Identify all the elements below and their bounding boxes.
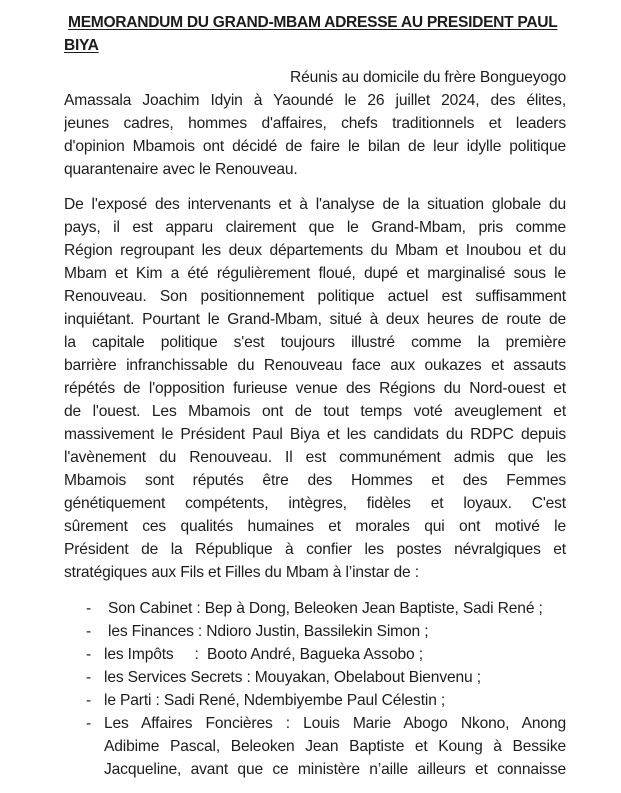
paragraph-line: de l'ouest. Les Mbamois ont de tout temps voté aveuglement et: [64, 403, 566, 420]
paragraph-line: Amassala Joachim Idyin à Yaoundé le 26 juillet 2024, des élites,: [64, 92, 566, 109]
list-item-text: les Services Secrets : Mouyakan, Obelabout Bienvenu ;: [104, 669, 481, 686]
paragraph-line: Réunis au domicile du frère Bongueyogo: [289, 69, 566, 86]
list-item-text: Les Affaires Foncières : Louis Marie Abogo Nkono, Anong: [104, 715, 566, 732]
paragraph-line: répétés de l'opposition furieuse venue des Régions du Nord-ouest et: [64, 380, 566, 397]
list-item-text: les Impôts : Booto André, Bagueka Assobo ;: [104, 646, 423, 663]
list-item-text: Son Cabinet : Bep à Dong, Beleoken Jean Baptiste, Sadi René ;: [108, 600, 543, 617]
paragraph-line: sûrement ces qualités humaines et morales qui ont motivé le: [64, 518, 566, 535]
paragraph-line: Renouveau. Son positionnement politique actuel est suffisamment: [64, 288, 566, 305]
dash-bullet: -: [86, 692, 92, 709]
paragraph-line: l'avènement du Renouveau. Il est communément admis que les: [64, 449, 566, 466]
paragraph-line: De l'exposé des intervenants et à l'analyse de la situation globale du: [64, 196, 566, 213]
paragraph-line: Président de la République à confier les postes névralgiques et: [64, 541, 566, 558]
dash-bullet: -: [86, 600, 92, 617]
paragraph-line: Région regroupant les deux départements du Mbam et Inoubou et du: [64, 242, 566, 259]
paragraph-line: pays, il est apparu clairement que le Grand-Mbam, pris comme: [64, 219, 566, 236]
paragraph-line: la capitale politique s'est toujours illustré comme la première: [64, 334, 566, 351]
paragraph-line: génétiquement compétents, intègres, fidèles et loyaux. C'est: [64, 495, 566, 512]
paragraph-line: quarantenaire avec le Renouveau.: [64, 161, 298, 178]
dash-bullet: -: [86, 715, 92, 732]
paragraph-line: d'opinion Mbamois ont décidé de faire le bilan de leur idylle politique: [64, 138, 566, 155]
document-title-line-2: BIYA: [64, 37, 99, 54]
paragraph-line: jeunes cadres, hommes d'affaires, chefs traditionnels et leaders: [64, 115, 566, 132]
paragraph-line: massivement le Président Paul Biya et les candidats du RDPC depuis: [64, 426, 566, 443]
paragraph-line: Mbamois sont réputés être des Hommes et des Femmes: [64, 472, 566, 489]
list-item-text: Jacqueline, avant que ce ministère n’aille ailleurs et connaisse: [104, 761, 566, 778]
list-item-text: les Finances : Ndioro Justin, Bassilekin Simon ;: [108, 623, 429, 640]
paragraph-line: inquiétant. Pourtant le Grand-Mbam, situé à deux heures de route de: [64, 311, 566, 328]
dash-bullet: -: [86, 623, 92, 640]
document-title-line-1: MEMORANDUM DU GRAND-MBAM ADRESSE AU PRESIDENT PAUL: [68, 14, 558, 31]
list-item-text: Adibime Pascal, Beleoken Jean Baptiste et Koung à Bessike: [104, 738, 566, 755]
paragraph-line: Mbam et Kim a été régulièrement floué, dupé et marginalisé sous le: [64, 265, 566, 282]
list-item-text: le Parti : Sadi René, Ndembiyembe Paul Célestin ;: [104, 692, 446, 709]
paragraph-line: barrière infranchissable du Renouveau face aux oukazes et assauts: [64, 357, 566, 374]
dash-bullet: -: [86, 646, 92, 663]
paragraph-line: stratégiques aux Fils et Filles du Mbam à l’instar de :: [64, 564, 419, 581]
dash-bullet: -: [86, 669, 92, 686]
